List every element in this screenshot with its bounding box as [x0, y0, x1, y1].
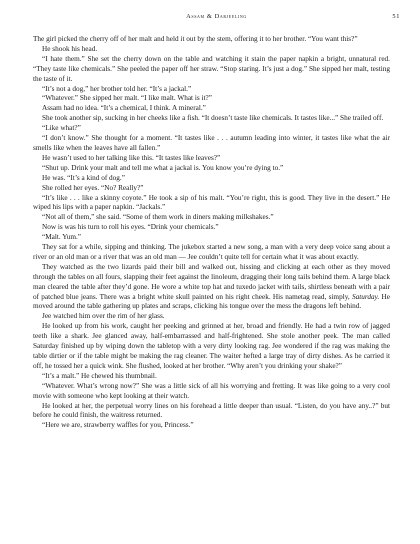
paragraph-text: Jee watched him over the rim of her glass.: [42, 312, 165, 321]
paragraph: [33, 372, 390, 382]
paragraph-text: He wasn’t used to her talking like this. “It tastes like leaves?”: [42, 153, 221, 162]
paragraph: [33, 164, 390, 174]
paragraph: [33, 104, 390, 114]
paragraph-text: He looked up from his work, caught her peeking and grinned at her, broad and friendly. He had a twin row of jagged teeth like a shark. Jee glanced away, half-embarrassed and half-frightened. She stole another peek. The man called Saturday finished up by wiping down the tabletop with a very dirty looking rag. Jee wondered if the rag was making the table dirtier or if the table might be making the rag cleaner. The waiter hefted a large tray of dirty dishes. As he carried it off, he tossed her a quick wink. She flushed, looked at her brother. “Why aren’t you drinking your shake?”: [33, 322, 390, 370]
body-text: [33, 35, 390, 431]
paragraph: [33, 223, 390, 233]
paragraph-text: “I hate them.” She set the cherry down on the table and watching it stain the paper napkin a bright, unnatural red. “They taste like chemicals.” She peeled the paper off her straw. “Stop staring. It’s just a dog.” She sipped her malt, testing the taste of it.: [33, 54, 390, 83]
paragraph: [33, 184, 390, 194]
paragraph-text: “Here we are, strawberry waffles for you, Princess.”: [42, 421, 194, 430]
paragraph-text: He was. “It’s a kind of dog.”: [42, 173, 125, 182]
page-number: 51: [392, 13, 400, 20]
paragraph-text: He looked at her, the perpetual worry lines on his forehead a little deeper than usual. “Listen, do you have any..?” but before he could finish, the waitress returned.: [33, 401, 390, 420]
paragraph-text: “It’s a malt.” He chewed his thumbnail.: [42, 371, 157, 380]
paragraph: [33, 154, 390, 164]
paragraph-text: “Malt. Yum.”: [42, 233, 81, 242]
paragraph: [33, 312, 390, 322]
paragraph: [33, 174, 390, 184]
paragraph: [33, 402, 390, 422]
paragraph-text: “It’s like . . . like a skinny coyote.” He took a sip of his malt. “You’re right, this is good. They live in the desert.” He wiped his lips with a paper napkin. “Jackals.”: [33, 193, 390, 212]
paragraph: [33, 85, 390, 95]
paragraph-text: “It’s not a dog,” her brother told her. “It’s a jackal.”: [42, 84, 192, 93]
paragraph: [33, 194, 390, 214]
paragraph-text: Now is was his turn to roll his eyes. “Drink your chemicals.”: [42, 223, 219, 232]
paragraph-text: The girl picked the cherry off of her malt and held it out by the stem, offering it to her brother. “You want this?”: [33, 35, 358, 43]
paragraph: [33, 45, 390, 55]
running-head: [33, 13, 400, 23]
paragraph: [33, 421, 390, 431]
paragraph-text: He moved around the table gathering up plates and scraps, clicking his tongue over the mess the dragons left behind.: [33, 292, 390, 311]
paragraph-text: “Like what?”: [42, 124, 81, 133]
paragraph-text: “Shut up. Drink your malt and tell me what a jackal is. You know you’re dying to.”: [42, 163, 284, 172]
paragraph: [33, 322, 390, 372]
running-title: Assam & Darjeeling: [186, 13, 247, 20]
paragraph-text: “Whatever.” She sipped her malt. “I like malt. What is it?”: [42, 94, 212, 103]
paragraph: [33, 213, 390, 223]
paragraph: [33, 134, 390, 154]
paragraph: [33, 94, 390, 104]
paragraph-text: They watched as the two lizards paid their bill and walked out, hissing and clicking at each other as they moved through the tables on all fours, slapping their feet against the linoleum, dragging their long tails behind them. A large black man cleared the table after they’d gone. He wore a white top hat and tuxedo jacket with tails, shirtless beneath with a pair of patched blue jeans. There was a bright white skull painted on his right cheek. His nametag read, simply,: [33, 262, 390, 301]
paragraph: [33, 243, 390, 263]
paragraph-text: He shook his head.: [42, 44, 98, 53]
paragraph-text: Assam had no idea. “It’s a chemical, I think. A mineral.”: [42, 104, 206, 113]
paragraph-text: “Whatever. What’s wrong now?” She was a little sick of all his worrying and fretting. It was like going to a very cool movie with someone who kept looking at their watch.: [33, 381, 390, 400]
paragraph-text: “I don’t know.” She thought for a moment. “It tastes like . . . autumn leading into winter, it tastes like what the air smells like when the leaves have all fallen.”: [33, 134, 390, 152]
paragraph: [33, 55, 390, 85]
italic-text: Saturday.: [351, 292, 380, 301]
paragraph: [33, 382, 390, 402]
paragraph: [33, 263, 390, 313]
paragraph: [33, 233, 390, 243]
paragraph: [33, 35, 390, 45]
paragraph-text: They sat for a while, sipping and thinking. The jukebox started a new song, a man with a very deep voice sang about a river or an old man or a river that was an old man — Jee couldn’t quite tell for certain what it was about exactly.: [33, 243, 390, 261]
paragraph-text: “Not all of them,” she said. “Some of them work in diners making milkshakes.”: [42, 213, 274, 222]
paragraph: [33, 124, 390, 134]
paragraph: [33, 114, 390, 124]
paragraph-text: She took another sip, sucking in her cheeks like a fish. “It doesn’t taste like chemicals. It tastes like...” She trailed off.: [42, 114, 384, 123]
paragraph-text: She rolled her eyes. “No? Really?”: [42, 183, 144, 192]
